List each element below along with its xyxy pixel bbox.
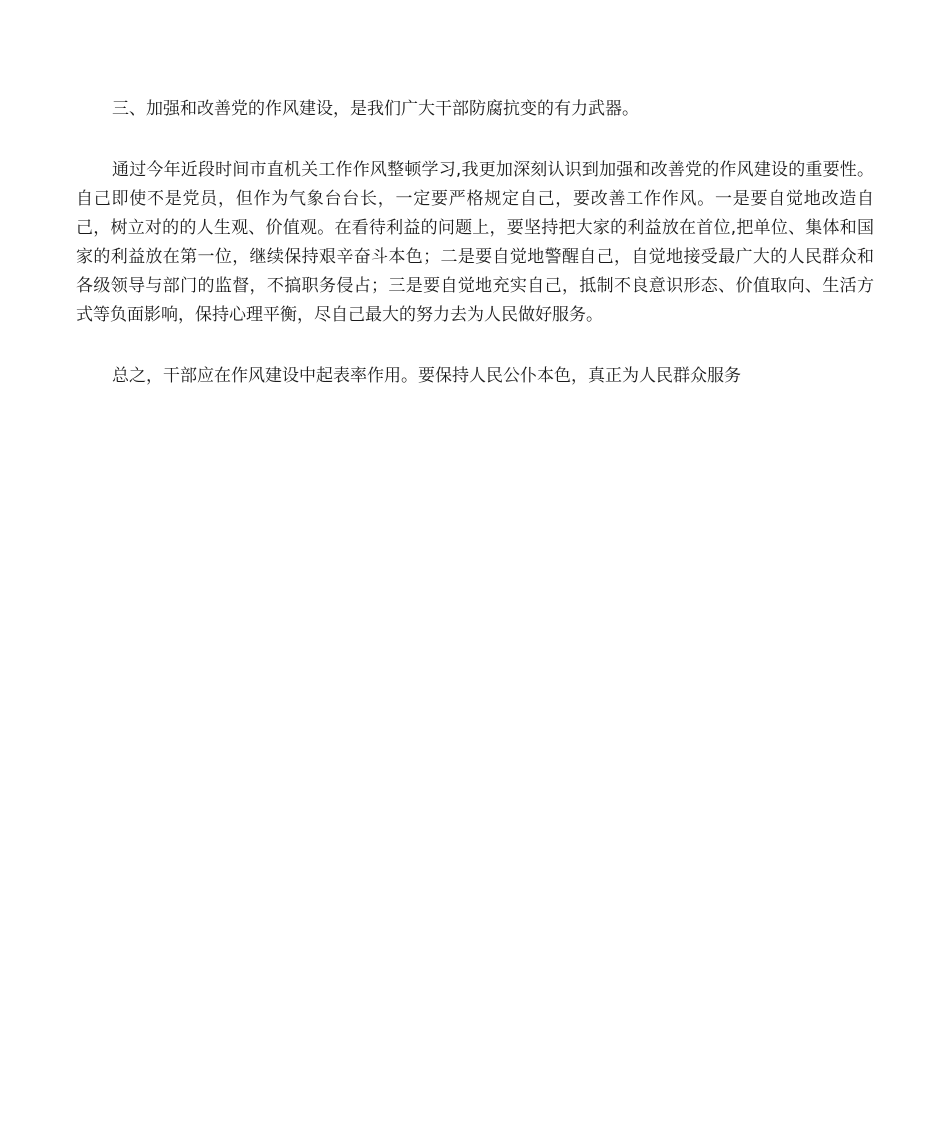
document-body xyxy=(76,95,874,391)
paragraph-conclusion: 总之，干部应在作风建设中起表率作用。要保持人民公仆本色，真正为人民群众服务 xyxy=(112,366,741,386)
paragraph-section-heading: 三、加强和改善党的作风建设，是我们广大干部防腐抗变的有力武器。 xyxy=(112,99,639,119)
paragraph-body: 通过今年近段时间市直机关工作作风整顿学习,我更加深刻认识到加强和改善党的作风建设的重要性。自己即使不是党员，但作为气象台台长，一定要严格规定自己，要改善工作作风。一是要自觉地改造自己，树立对的的人生观、价值观。在看待利益的问题上，要坚持把大家的利益放在首位,把单位、集体和国家的利益放在第一位，继续保持艰辛奋斗本色；二是要自觉地警醒自己，自觉地接受最广大的人民群众和各级领导与部门的监督，不搞职务侵占；三是要自觉地充实自己，抵制不良意识形态、价值取向、生活方式等负面影响，保持心理平衡，尽自己最大的努力去为人民做好服务。 xyxy=(76,160,874,325)
